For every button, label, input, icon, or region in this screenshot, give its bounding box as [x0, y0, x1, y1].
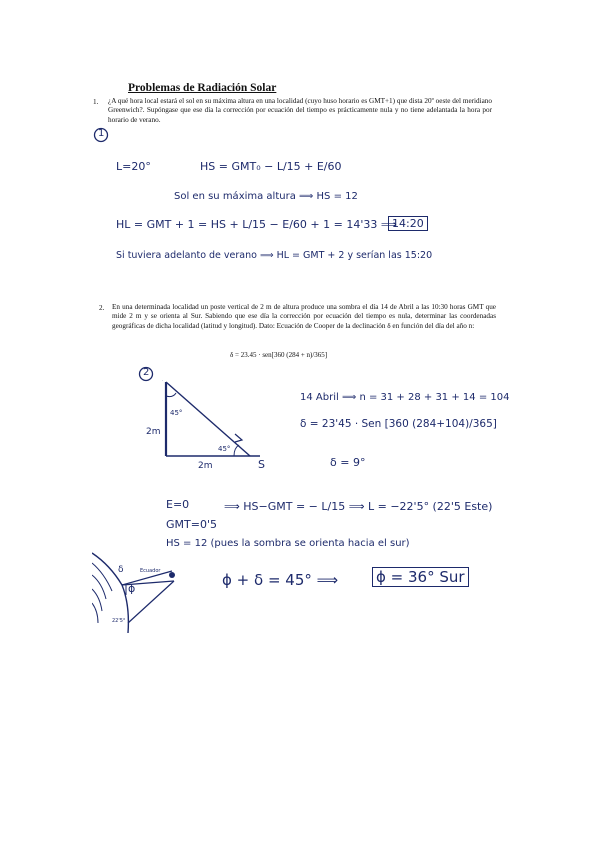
sketch-ecuador-label: Ecuador	[140, 568, 161, 574]
hw3-e-line: E=0	[166, 498, 190, 511]
circled-number-1	[93, 127, 109, 143]
problem1-number: 1.	[93, 98, 99, 106]
problem1-text: ¿A qué hora local estará el sol en su máxima altura en una localidad (cuyo huso horario es GMT+1) que dista 20º oeste del meridiano Greenwich?. Supóngase que ese día la corrección por ecuación del tiempo es prácticamente nula y no tiene adelantada la hora por horario de verano.	[108, 97, 492, 124]
angle-label-bottom: 45°	[218, 445, 231, 453]
pole-height-label: 2m	[146, 427, 161, 437]
hw3-phi-result-box: ϕ = 36° Sur	[372, 567, 469, 587]
hw3-gmt-line: GMT=0'5	[166, 518, 217, 531]
problem2-number: 2.	[99, 304, 105, 312]
hw2-n-line: 14 Abril ⟹ n = 31 + 28 + 31 + 14 = 104	[300, 392, 510, 403]
sketch-delta-label: δ	[118, 565, 124, 575]
hw3-longitude-equation: ⟹ HS−GMT = − L/15 ⟹ L = −22'5° (22'5 Este)	[224, 500, 493, 513]
hw1-result-box: 14:20	[388, 216, 428, 231]
hw1-line1-left: L=20°	[116, 160, 151, 173]
sketch-angle-label: 22'5°	[112, 618, 126, 624]
hw1-line1-right: HS = GMT₀ − L/15 + E/60	[200, 160, 342, 173]
hw2-delta-line: δ = 23'45 · Sen [360 (284+104)/365]	[300, 418, 497, 430]
cooper-formula: δ = 23.45 · sen[360 (284 + n)/365]	[230, 351, 328, 359]
hw1-line4: Si tuviera adelanto de verano ⟹ HL = GMT + 2 y serían las 15:20	[116, 250, 433, 261]
page-title: Problemas de Radiación Solar	[128, 82, 277, 94]
circle-label-2: 2	[143, 367, 150, 378]
circle-label-1: 1	[98, 128, 105, 139]
sketch-phi-label: ϕ	[128, 582, 136, 595]
hw3-hs-line: HS = 12 (pues la sombra se orienta hacia el sur)	[166, 538, 410, 549]
south-label: S	[258, 458, 265, 471]
hw2-delta-result: δ = 9°	[330, 456, 366, 469]
angle-label-top: 45°	[170, 409, 183, 417]
shadow-length-label: 2m	[198, 461, 213, 471]
problem2-text: En una determinada localidad un poste vertical de 2 m de altura produce una sombra el día 14 de Abril a las 10:30 horas GMT que mide 2 m y se orienta al Sur. Sabiendo que ese día la corrección por ecuación del tiempo es nula, determinar las coordenadas geográficas de dicha localidad (latitud y longitud). Dato: Ecuación de Cooper de la declinación δ en función del día del año n:	[112, 303, 496, 330]
hw1-line3: HL = GMT + 1 = HS + L/15 − E/60 + 1 = 14'33 ⟹	[116, 218, 397, 231]
hw1-line2: Sol en su máxima altura ⟹ HS = 12	[174, 191, 358, 202]
hw3-phi-equation: ϕ + δ = 45° ⟹	[222, 571, 339, 589]
shadow-triangle-diagram	[140, 380, 280, 470]
earth-latitude-sketch	[92, 545, 184, 635]
